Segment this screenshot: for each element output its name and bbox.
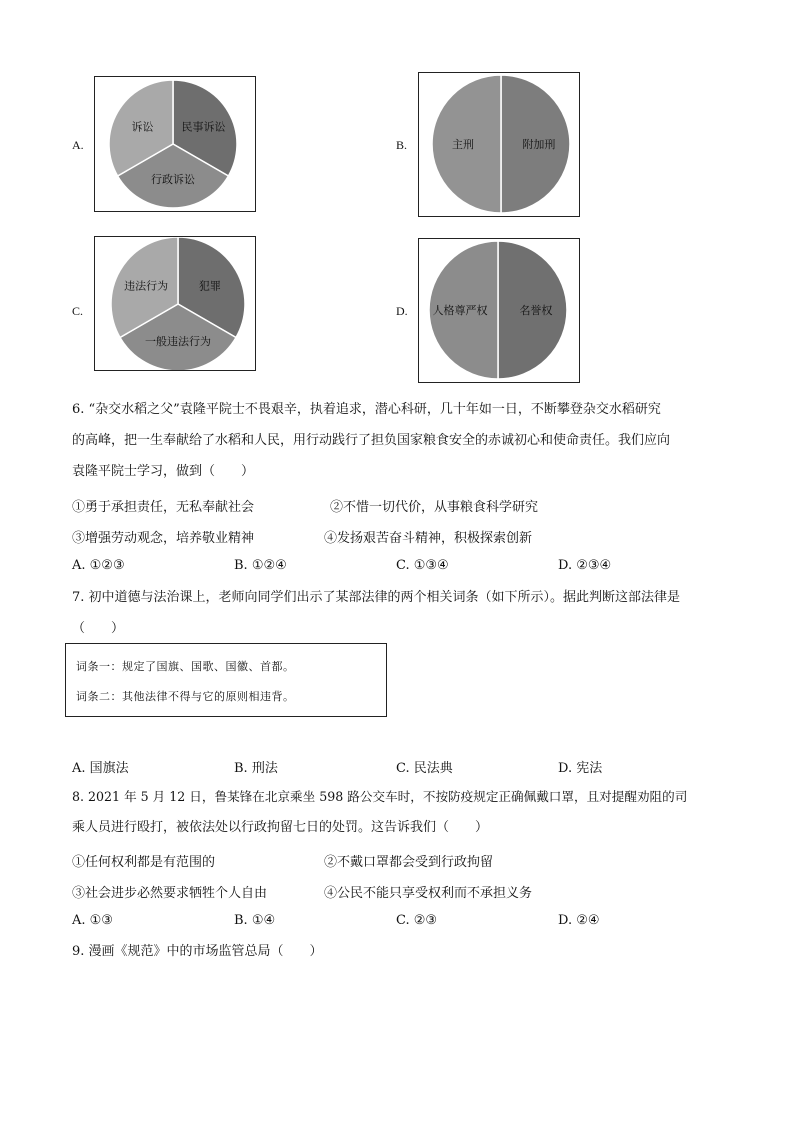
q7-clause-2: 词条二：其他法律不得与它的原则相违背。: [76, 690, 295, 703]
q6-choice-b: B. ①②④: [234, 558, 287, 573]
q7-choice-d: D. 宪法: [558, 761, 603, 776]
q8-choices: [72, 913, 732, 929]
q8-choice-d: D. ②④: [558, 913, 600, 928]
q6-stem-line3: 袁隆平院士学习，做到（ ）: [72, 464, 255, 479]
q8-stem-line1: 8. 2021 年 5 月 12 日，鲁某锋在北京乘坐 598 路公交车时，不按防疫规定正确佩戴口罩，且对提醒劝阻的司: [72, 789, 688, 804]
q6-choice-a: A. ①②③: [72, 558, 125, 573]
pie-chart-d: [418, 238, 580, 383]
option-a-letter: A.: [72, 138, 84, 152]
option-d-letter: D.: [396, 304, 408, 318]
q7-choices: [72, 757, 732, 776]
pie-slice-label: 民事诉讼: [181, 120, 226, 134]
option-c-letter: C.: [72, 304, 84, 318]
q6-statements-row1: [72, 496, 732, 515]
pie-chart-a-svg: [95, 77, 255, 211]
q6-statement-1: ①勇于承担责任，无私奉献社会: [72, 500, 255, 515]
q6-choice-c: C. ①③④: [396, 558, 449, 573]
q8-statements-row1: [72, 851, 732, 870]
pie-slice-label: 人格尊严权: [432, 304, 488, 317]
pie-chart-c-svg: [95, 237, 255, 370]
q8-statement-3: ③社会进步必然要求牺牲个人自由: [72, 886, 268, 901]
q6-statement-4: ④发扬艰苦奋斗精神，积极探索创新: [324, 531, 533, 546]
pie-slice-label: 违法行为: [124, 279, 169, 293]
q6-statements-row2: [72, 527, 732, 546]
pie-slice-label: 附加刑: [522, 138, 556, 151]
pie-slice-label: 犯罪: [198, 279, 221, 293]
q8-choice-a: A. ①③: [72, 913, 113, 928]
pie-chart-b-svg: [419, 73, 579, 216]
pie-slice-label: 一般违法行为: [145, 334, 211, 348]
q6-choices: [72, 558, 732, 574]
pie-chart-b: [418, 72, 580, 217]
q6-statement-3: ③增强劳动观念，培养敬业精神: [72, 531, 255, 546]
q8-statement-4: ④公民不能只享受权利而不承担义务: [324, 886, 533, 901]
q6-stem-line1: 6. “杂交水稻之父”袁隆平院士不畏艰辛，执着追求，潜心科研，几十年如一日，不断攀登杂交水稻研究: [72, 402, 661, 417]
q8-statement-1: ①任何权利都是有范围的: [72, 855, 216, 870]
q7-choice-a: A. 国旗法: [72, 761, 129, 776]
q8-stem-line2: 乘人员进行殴打，被依法处以行政拘留七日的处罚。这告诉我们（ ）: [72, 820, 489, 835]
q7-choice-b: B. 刑法: [234, 761, 278, 776]
pie-chart-a: [94, 76, 256, 212]
pie-slice-label: 诉讼: [131, 120, 154, 134]
q7-choice-c: C. 民法典: [396, 761, 453, 776]
pie-slice-label: 名誉权: [519, 304, 553, 317]
q7-stem-line1: 7. 初中道德与法治课上，老师向同学们出示了某部法律的两个相关词条（如下所示）。据此判断这部法律是: [72, 590, 681, 605]
pie-slice-label: 主刑: [452, 138, 475, 151]
pie-chart-d-svg: [419, 239, 579, 382]
q8-statements-row2: [72, 882, 732, 901]
q8-choice-c: C. ②③: [396, 913, 438, 928]
pie-slice-label: 行政诉讼: [151, 173, 195, 187]
pie-chart-c: [94, 236, 256, 371]
q7-clause-1: 词条一：规定了国旗、国歌、国徽、首都。: [76, 660, 295, 673]
q6-stem-line2: 的高峰，把一生奉献给了水稻和人民，用行动践行了担负国家粮食安全的赤诚初心和使命责任。我们应向: [72, 433, 671, 448]
q9-stem-line1: 9. 漫画《规范》中的市场监管总局（ ）: [72, 944, 323, 959]
q7-clause-box: [65, 643, 387, 717]
option-b-letter: B.: [396, 138, 408, 152]
q7-stem-line2: （ ）: [72, 621, 125, 636]
q8-choice-b: B. ①④: [234, 913, 276, 928]
q6-statement-2: ②不惜一切代价，从事粮食科学研究: [330, 500, 539, 515]
q8-statement-2: ②不戴口罩都会受到行政拘留: [324, 855, 494, 870]
q6-choice-d: D. ②③④: [558, 558, 612, 573]
